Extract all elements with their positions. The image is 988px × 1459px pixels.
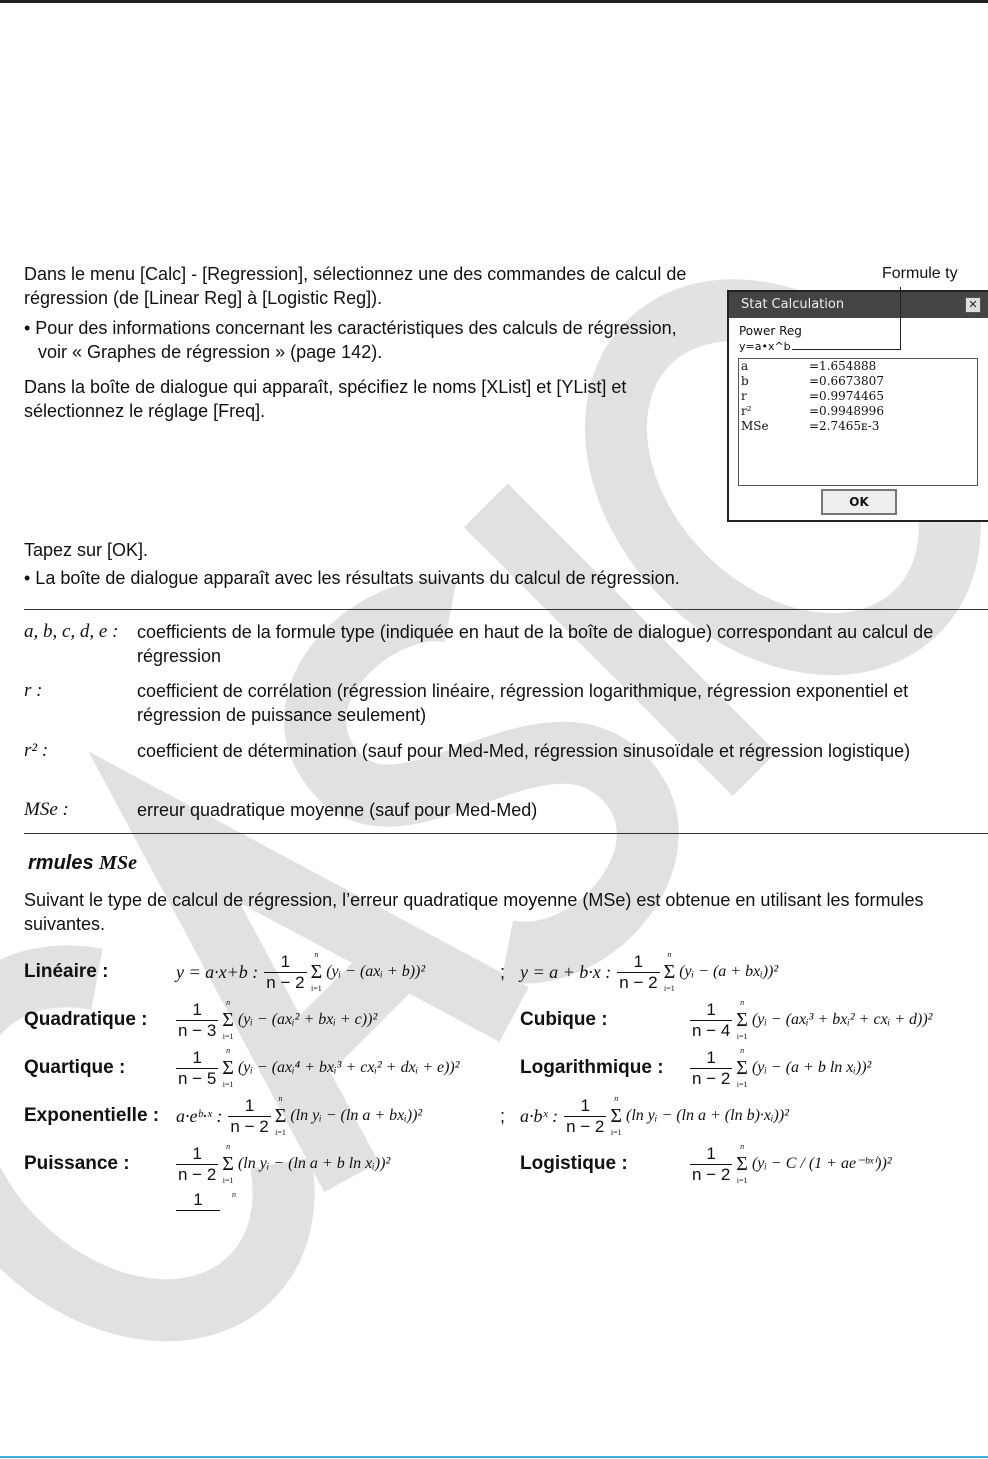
section-text: Suivant le type de calcul de régression, l’erreur quadratique moyenne (MSe) est obtenue en utilisant les formules suivantes. (24, 890, 924, 934)
def-term: r² : (24, 740, 49, 761)
fraction: $\frac{1}{n - 5}$ (178, 1047, 217, 1088)
formula-cub (690, 997, 932, 1043)
intro-paragraph-2: Dans la boîte de dialogue qui apparaît, spécifiez le noms [XList] et [YList] et sélectionnez le réglage [Freq]. (24, 377, 627, 421)
formula-model: y = a·x+b : (176, 962, 259, 982)
summation-icon: n Σ i=1 (736, 1046, 748, 1089)
summation-icon: n Σ i=1 (222, 1142, 234, 1185)
formula-label-quart: Quartique : (24, 1057, 126, 1078)
summation-icon: n Σ i=1 (663, 950, 676, 993)
formula-quart (176, 1045, 460, 1091)
fraction: $\frac{1}{n - 2}$ (178, 1143, 217, 1184)
formula-body: (yᵢ − (axᵢ + b))² (326, 963, 426, 980)
fraction: $\frac{1}{n - 4}$ (692, 999, 731, 1040)
formula-lin (176, 949, 425, 995)
fraction: $\frac{1}{n - 2}$ (692, 1143, 731, 1184)
dialog-titlebar (729, 292, 988, 318)
regression-formula: y=a•x^b (739, 340, 791, 353)
formula-body: (yᵢ − (axᵢ⁴ + bxᵢ³ + cxᵢ² + dxᵢ + e))² (237, 1059, 460, 1076)
dialog-title: Stat Calculation (741, 297, 845, 312)
formula-logi (690, 1141, 892, 1187)
formula-log (690, 1045, 871, 1091)
formula-label-logi: Logistique : (520, 1153, 628, 1174)
summation-icon: n Σ i=1 (736, 1142, 748, 1185)
formula-label-exp: Exponentielle : (24, 1105, 160, 1126)
formula-label-cub: Cubique : (520, 1009, 608, 1030)
formula-label-pow: Puissance : (24, 1153, 130, 1174)
formula-label-lin: Linéaire : (24, 961, 109, 982)
def-term: a, b, c, d, e : (24, 621, 119, 642)
result-row: r² =0.9948996 (741, 404, 884, 418)
intro-bullet: • Pour des informations concernant les caractéristiques des calculs de régression, voir « Graphes de régression » (page 142). (24, 318, 677, 362)
formula-model: a·eᵇ·ˣ : (176, 1106, 223, 1126)
formula-quad (176, 997, 377, 1043)
section-title: rmules MSe (28, 852, 137, 874)
close-icon[interactable]: ✕ (965, 297, 981, 313)
formula-body: (ln yᵢ − (ln a + b ln xᵢ))² (237, 1155, 391, 1172)
intro-paragraph-3: Tapez sur [OK]. (24, 540, 149, 560)
formula-callout: Formule ty (882, 265, 958, 282)
formula-lin2 (520, 949, 778, 995)
summation-icon: n Σ i=1 (274, 1094, 287, 1137)
def-text: erreur quadratique moyenne (sauf pour Med-Med) (137, 800, 538, 820)
formula-exp2 (520, 1093, 789, 1139)
result-row: r =0.9974465 (741, 389, 884, 403)
formula-model: a·bˣ : (520, 1106, 559, 1126)
results-list (738, 358, 978, 486)
fraction: $\frac{1}{n - 2}$ (266, 951, 305, 992)
summation-icon: n Σ i=1 (736, 998, 748, 1041)
formula-body: (yᵢ − (axᵢ³ + bxᵢ² + cxᵢ + d))² (751, 1011, 933, 1028)
def-text: coefficient de détermination (sauf pour Med-Med, régression sinusoïdale et régression logistique) (137, 741, 911, 761)
fraction: $\frac{1}{n - 2}$ (692, 1047, 731, 1088)
formula-body: (yᵢ − (a + bxᵢ))² (679, 963, 779, 980)
fraction: $\frac{1}{n - 2}$ (619, 951, 658, 992)
summation-icon: n Σ i=1 (610, 1094, 623, 1137)
callout-line (792, 349, 901, 350)
def-text: coefficients de la formule type (indiquée en haut de la boîte de dialogue) correspondant au calcul de régression (137, 622, 934, 666)
formula-label-log: Logarithmique : (520, 1057, 664, 1078)
formula-body: (yᵢ − (a + b ln xᵢ))² (751, 1059, 872, 1076)
fraction: $\frac{1}{n - 2}$ (230, 1095, 269, 1136)
def-term: r : (24, 680, 43, 701)
divider (24, 833, 988, 834)
separator: ; (500, 962, 506, 982)
formula-body: (ln yᵢ − (ln a + bxᵢ))² (290, 1107, 423, 1124)
formula-model: y = a + b·x : (520, 962, 612, 982)
top-rule (0, 0, 988, 3)
ok-button[interactable]: OK (821, 489, 897, 515)
result-row: b =0.6673807 (741, 374, 884, 388)
result-row: a =1.654888 (741, 359, 877, 373)
fraction: $\frac{1}{n - 2}$ (566, 1095, 605, 1136)
intro-bullet-2: • La boîte de dialogue apparaît avec les résultats suivants du calcul de régression. (24, 568, 680, 588)
fraction: $\frac{1}{n - 3}$ (178, 999, 217, 1040)
bottom-rule (0, 1456, 988, 1458)
summation-icon: n Σ i=1 (222, 1046, 234, 1089)
result-row: MSe =2.7465ᴇ-3 (741, 419, 880, 433)
formula-body: (ln yᵢ − (ln a + (ln b)·xᵢ))² (626, 1107, 789, 1124)
formula-exp (176, 1093, 422, 1139)
summation-icon: n Σ i=1 (222, 998, 234, 1041)
callout-line (900, 287, 901, 349)
formula-label-quad: Quadratique : (24, 1009, 148, 1030)
def-term: MSe : (24, 799, 69, 820)
def-text: coefficient de corrélation (régression linéaire, régression logarithmique, régression exponentiel et régression de puissance seulement) (137, 681, 909, 725)
intro-paragraph: Dans le menu [Calc] - [Regression], sélectionnez une des commandes de calcul de régression (de [Linear Reg] à [Logistic Reg]). (24, 264, 687, 308)
divider (24, 609, 988, 610)
stat-calculation-dialog (727, 290, 988, 522)
formula-pow (176, 1141, 390, 1187)
formula-body: (yᵢ − (axᵢ² + bxᵢ + c))² (237, 1011, 378, 1028)
summation-icon: n Σ i=1 (310, 950, 323, 993)
regression-type: Power Reg (739, 324, 802, 338)
formula-body: (yᵢ − C / (1 + ae⁻ᵇˣⁱ))² (751, 1155, 892, 1172)
separator: ; (500, 1106, 506, 1126)
formula-partial: 1 n (176, 1190, 240, 1215)
